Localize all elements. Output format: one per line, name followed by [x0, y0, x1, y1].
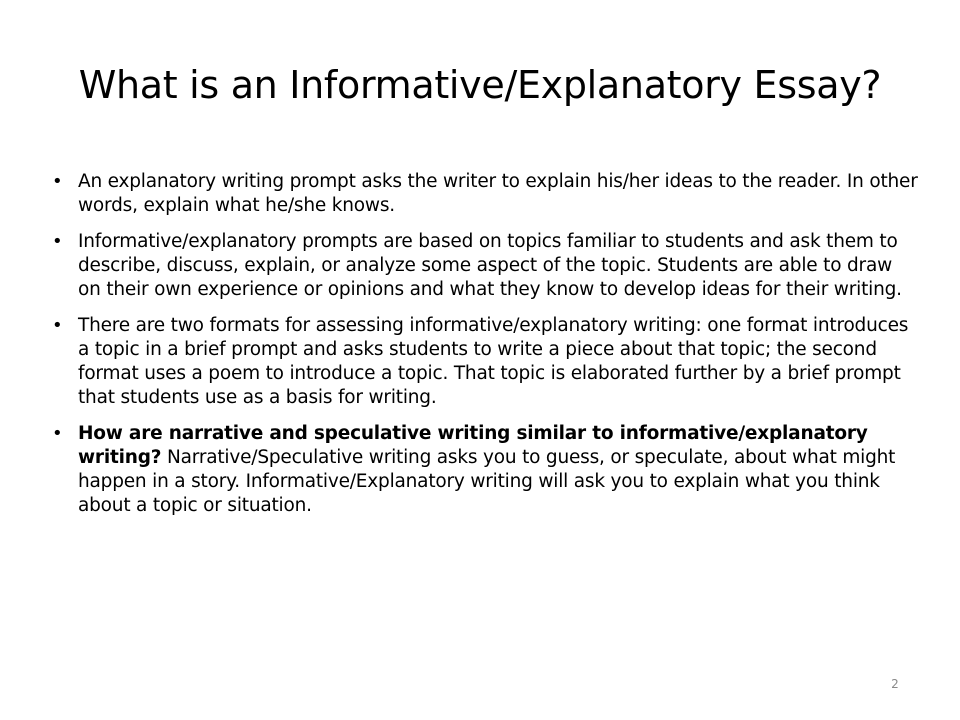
bullet-marker: • [52, 423, 63, 444]
bullet-list [48, 170, 918, 530]
bullet-item [48, 170, 918, 218]
bullet-item [48, 314, 918, 410]
bullet-item [48, 230, 918, 302]
bullet-marker: • [52, 231, 63, 252]
bullet-marker: • [52, 171, 63, 192]
bullet-bold-question: How are narrative and speculative writing similar to informative/explanatory writing? [78, 423, 868, 468]
bullet-text: Informative/explanatory prompts are based on topics familiar to students and ask them to describe, discuss, explain, or analyze some aspect of the topic. Students are able to draw on their own experience or opinions and what they know to develop ideas for their writing. [78, 231, 902, 300]
bullet-text: Narrative/Speculative writing asks you to guess, or speculate, about what might happen in a story. Informative/Explanatory writing will ask you to explain what you think about a topic or situation. [78, 447, 896, 516]
bullet-text: There are two formats for assessing informative/explanatory writing: one format introduces a topic in a brief prompt and asks students to write a piece about that topic; the second format uses a poem to introduce a topic. That topic is elaborated further by a brief prompt that students use as a basis for writing. [78, 315, 909, 408]
slide-title: What is an Informative/Explanatory Essay? [78, 63, 882, 107]
bullet-item [48, 422, 918, 518]
bullet-text: An explanatory writing prompt asks the writer to explain his/her ideas to the reader. In other words, explain what he/she knows. [78, 171, 918, 216]
slide-number: 2 [891, 677, 899, 691]
bullet-marker: • [52, 315, 63, 336]
